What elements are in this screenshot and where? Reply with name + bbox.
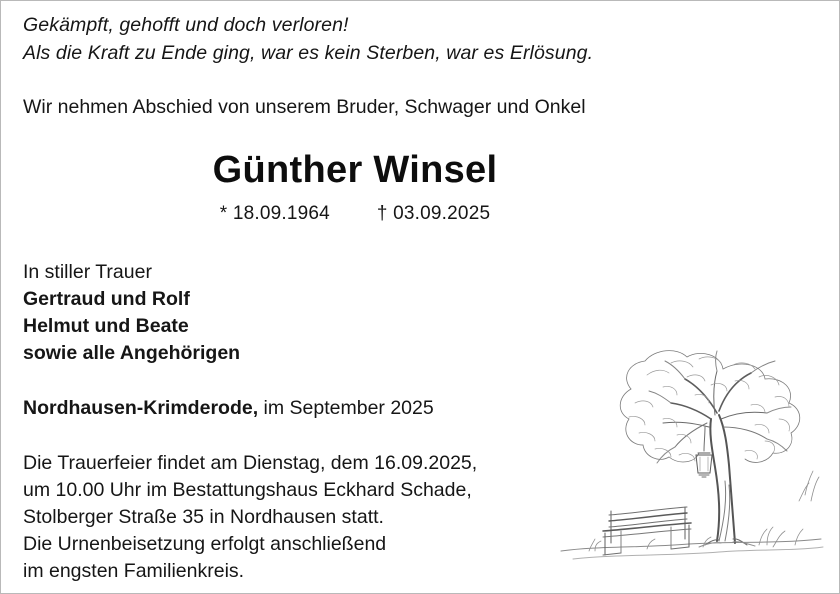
place-and-date (23, 395, 817, 422)
ceremony-line-2: um 10.00 Uhr im Bestattungshaus Eckhard Schade, (23, 479, 472, 501)
place-date: im September 2025 (258, 397, 434, 419)
ceremony-line-1: Die Trauerfeier findet am Dienstag, dem 16.09.2025, (23, 452, 478, 474)
mourner-line-3: sowie alle Angehörigen (23, 342, 241, 364)
verse-line-2: Als die Kraft zu Ende ging, war es kein Sterben, war es Erlösung. (23, 42, 594, 64)
deceased-name: Günther Winsel (212, 149, 498, 191)
intro-text: Wir nehmen Abschied von unserem Bruder, Schwager und Onkel (23, 96, 586, 118)
birth-date: * 18.09.1964 (219, 203, 330, 224)
mourning-heading: In stiller Trauer (23, 261, 152, 283)
mourning-block (23, 259, 817, 367)
name-block (23, 147, 817, 225)
death-date: † 03.09.2025 (376, 203, 491, 224)
ceremony-line-4: Die Urnenbeisetzung erfolgt anschließend (23, 533, 387, 555)
mourner-line-2: Helmut und Beate (23, 315, 189, 337)
life-dates (23, 203, 687, 225)
verse-line-1: Gekämpft, gehofft und doch verloren! (23, 14, 349, 36)
ceremony-line-5: im engsten Familienkreis. (23, 560, 245, 582)
place-name: Nordhausen-Krimderode, (23, 397, 259, 419)
verse-block (23, 11, 817, 67)
obituary-content (23, 11, 817, 583)
mourner-line-1: Gertraud und Rolf (23, 288, 190, 310)
ceremony-line-3: Stolberger Straße 35 in Nordhausen statt. (23, 506, 384, 528)
ceremony-details (23, 450, 817, 585)
